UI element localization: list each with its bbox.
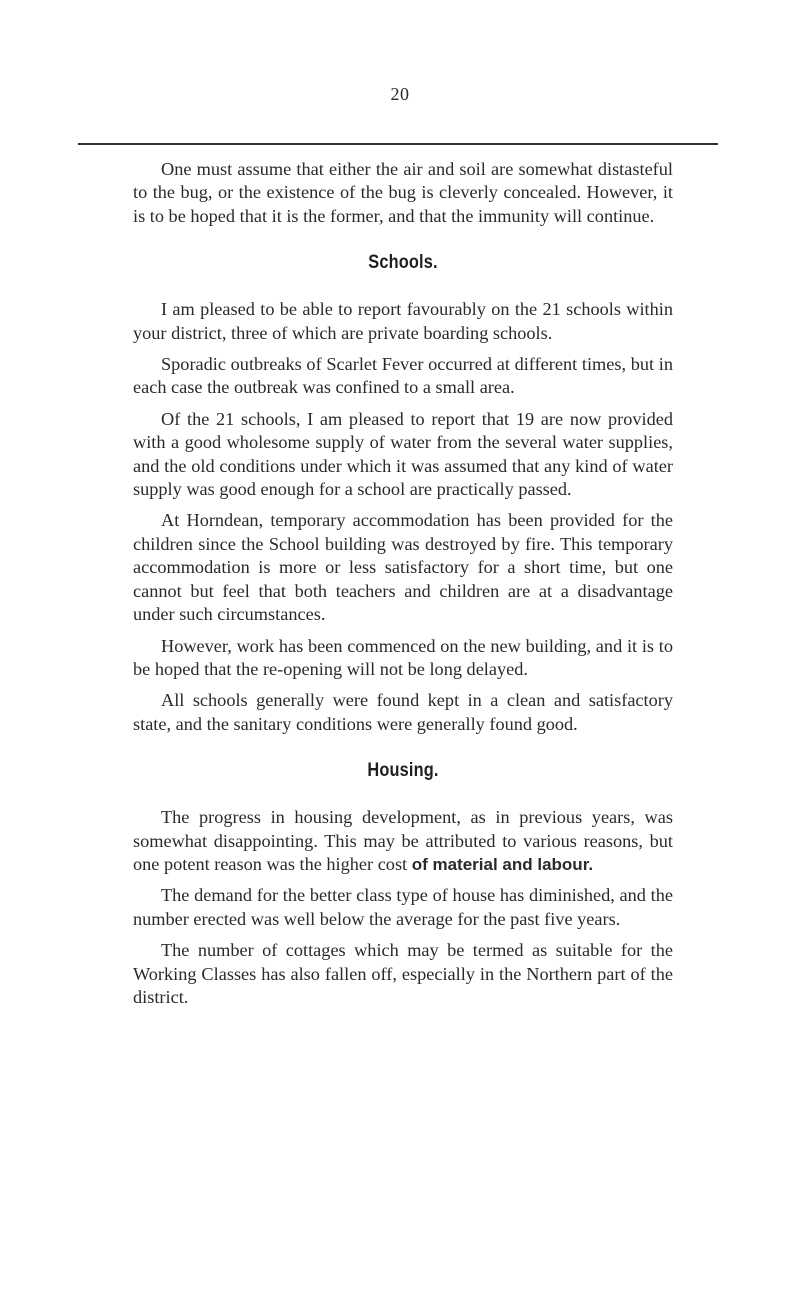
schools-paragraph: However, work has been commenced on the new building, and it is to be hoped that the re-opening will not be long delayed.: [133, 635, 673, 679]
housing-heading: Housing.: [367, 760, 439, 782]
header-rule: [78, 143, 718, 145]
page-number: 20: [390, 84, 410, 104]
housing-paragraph: The demand for the better class type of house has diminished, and the number erected was well below the average for the past five years.: [133, 885, 673, 929]
housing-paragraph: The number of cottages which may be termed as suitable for the Working Classes has also fallen off, especially in the Northern part of the district.: [133, 940, 673, 1007]
schools-paragraph: Sporadic outbreaks of Scarlet Fever occurred at different times, but in each case the outbreak was confined to a small area.: [133, 354, 673, 398]
housing-paragraph: [133, 806, 673, 876]
housing-paragraph-bold-text: of material and labour.: [411, 854, 594, 874]
schools-heading: Schools.: [368, 252, 438, 274]
page-body: [133, 158, 673, 1017]
intro-paragraph: One must assume that either the air and soil are somewhat distasteful to the bug, or the existence of the bug is cleverly concealed. However, it is to be hoped that it is the former, and that the immunity will continue.: [133, 159, 673, 226]
schools-paragraph: At Horndean, temporary accommodation has been provided for the children since the School building was destroyed by fire. This temporary accommodation is more or less satisfactory for a short time, but one cannot but feel that both teachers and children are at a disadvantage under such circumstances.: [133, 510, 673, 625]
housing-paragraph-text: The progress in housing development, as in previous years, was somewhat disappointing. This may be attributed to various reasons, but one potent reason was the higher cost: [133, 807, 673, 874]
schools-paragraph: Of the 21 schools, I am pleased to report that 19 are now provided with a good wholesome supply of water from the several water supplies, and the old conditions under which it was assumed that any kind of water supply was good enough for a school are practically passed.: [133, 408, 673, 500]
schools-paragraph: I am pleased to be able to report favourably on the 21 schools within your district, three of which are private boarding schools.: [133, 299, 673, 343]
schools-paragraph: All schools generally were found kept in a clean and satisfactory state, and the sanitary conditions were generally found good.: [133, 690, 673, 734]
